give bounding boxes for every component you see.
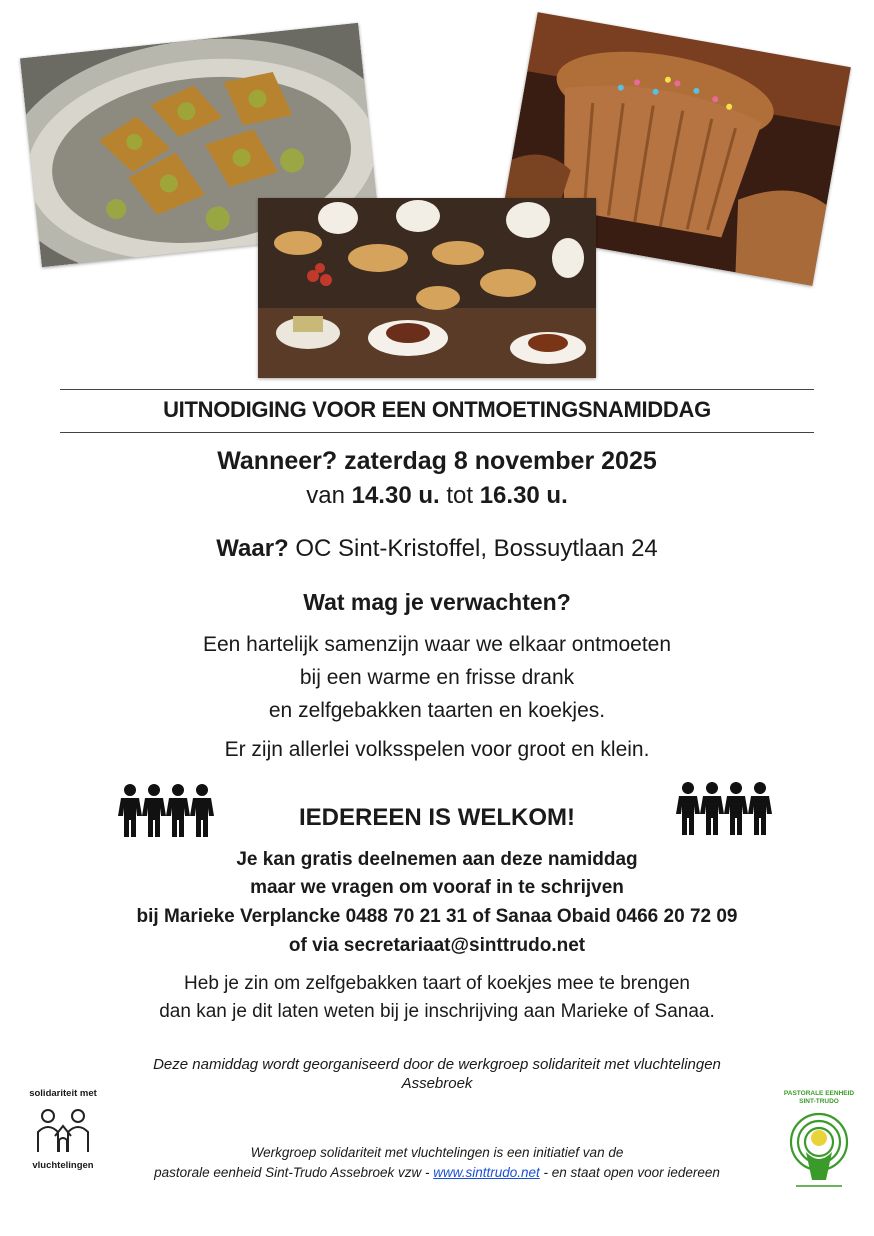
footer-text-post: - en staat open voor iedereen [539,1165,720,1180]
bring-line: Heb je zin om zelfgebakken taart of koekjes mee te brengen [184,973,690,994]
time-end: 16.30 u. [479,482,568,509]
logo-left-bottom-text: vluchtelingen [32,1160,94,1171]
expect-line: bij een warme en frisse drank [299,666,575,689]
time-tot: tot [446,482,474,509]
footer-line: Werkgroep solidariteit met vluchtelingen is een initiatief van de [250,1145,624,1160]
website-link[interactable]: www.sinttrudo.net [433,1165,540,1180]
footer-text-pre: pastorale eenheid Sint-Trudo Assebroek vzw - [154,1165,434,1180]
bottom-rule [60,432,814,433]
expect-heading: Wat mag je verwachten? [303,589,571,615]
time-start: 14.30 u. [351,482,440,509]
where-label: Waar? [216,535,289,562]
solidarity-logo [26,1088,100,1182]
registration-line: bij Marieke Verplancke 0488 70 21 31 of Sanaa Obaid 0466 20 72 09 [136,906,738,927]
organizer-line: Deze namiddag wordt georganiseerd door de werkgroep solidariteit met vluchtelingen [153,1056,721,1073]
organizer-line: Assebroek [401,1075,473,1092]
expect-line: Een hartelijk samenzijn waar we elkaar ontmoeten [202,633,672,656]
registration-email: of via secretariaat@sinttrudo.net [288,935,586,956]
welcome-heading: IEDEREEN IS WELKOM! [298,804,575,831]
registration-line: Je kan gratis deelnemen aan deze namiddag [236,849,638,870]
when-line: Wanneer? zaterdag 8 november 2025 [217,447,657,475]
footer-line [0,1165,874,1180]
time-line [0,482,874,510]
expect-line: Er zijn allerlei volksspelen voor groot en klein. [224,738,650,761]
where-value: OC Sint-Kristoffel, Bossuytlaan 24 [295,535,658,562]
where-line [0,535,874,563]
pastorale-eenheid-logo [783,1090,855,1194]
tea-table-photo [258,198,596,378]
expect-line: en zelfgebakken taarten en koekjes. [268,699,606,722]
invitation-title: UITNODIGING VOOR EEN ONTMOETINGSNAMIDDAG [163,397,711,422]
solidarity-figures-icon [33,1106,93,1156]
bring-line: dan kan je dit laten weten bij je inschrijving aan Marieke of Sanaa. [159,1001,715,1022]
top-rule [60,389,814,390]
logo-left-top-text: solidariteit met [29,1088,97,1099]
registration-line: maar we vragen om vooraf in te schrijven [250,877,624,898]
time-van: van [306,482,345,509]
logo-right-text: PASTORALE EENHEID SINT-TRUDO [783,1090,855,1105]
sint-trudo-emblem-icon [786,1108,852,1192]
